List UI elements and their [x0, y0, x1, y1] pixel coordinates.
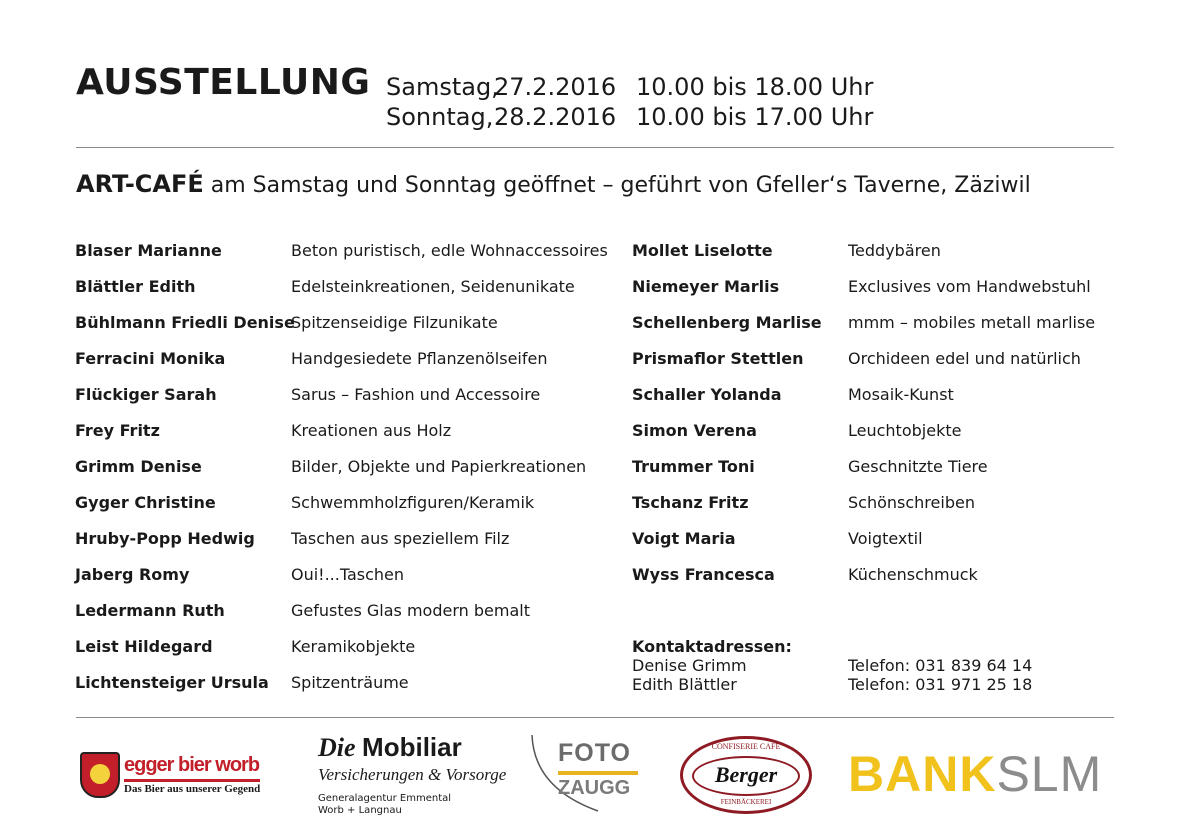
list-item: [75, 673, 608, 709]
contact-row: [632, 675, 1032, 694]
hours-label: 10.00 bis 17.00 Uhr: [636, 103, 874, 131]
date-label: 27.2.2016: [494, 73, 617, 101]
exhibitor-name: Simon Verena: [632, 421, 757, 440]
berger-name: Berger: [714, 762, 778, 787]
opening-hours: [386, 72, 873, 132]
exhibitor-desc: Küchenschmuck: [848, 565, 978, 584]
exhibitor-desc: Spitzenträume: [291, 673, 409, 692]
list-item: [632, 385, 1095, 421]
exhibitor-desc: Kreationen aus Holz: [291, 421, 452, 440]
list-item: [632, 565, 1095, 601]
exhibitor-name: Frey Fritz: [75, 421, 160, 440]
list-item: [75, 241, 608, 277]
list-item: [75, 277, 608, 313]
exhibitor-name: Ledermann Ruth: [75, 601, 225, 620]
mobiliar-agency: [318, 793, 518, 817]
list-item: [75, 529, 608, 565]
contact-name: Denise Grimm: [632, 656, 747, 675]
exhibitor-desc: Sarus – Fashion und Accessoire: [291, 385, 541, 404]
berger-logo: [680, 736, 812, 814]
exhibitor-desc: Voigtextil: [848, 529, 923, 548]
exhibitor-desc: Edelsteinkreationen, Seidenunikate: [291, 277, 575, 296]
exhibitor-desc: Gefustes Glas modern bemalt: [291, 601, 530, 620]
date-row-sunday: [386, 102, 873, 132]
exhibitor-name: Blaser Marianne: [75, 241, 222, 260]
cafe-text: am Samstag und Sonntag geöffnet – geführt von Gfeller‘s Taverne, Zäziwil: [203, 173, 1031, 198]
foto-zaugg-logo: [528, 733, 648, 813]
day-label: Samstag,: [386, 73, 499, 101]
bank-slm-logo: [848, 746, 1102, 802]
list-item: [632, 529, 1095, 565]
exhibitor-name: Bühlmann Friedli Denise: [75, 313, 295, 332]
exhibitor-desc: Leuchtobjekte: [848, 421, 962, 440]
cafe-title: ART-CAFÉ: [76, 170, 204, 198]
exhibitor-name: Blättler Edith: [75, 277, 196, 296]
mobiliar-agency-line2: Worb + Langnau: [318, 805, 402, 816]
egger-tagline: Das Bier aus unserer Gegend: [124, 779, 260, 795]
contact-phone: Telefon: 031 971 25 18: [848, 675, 1033, 694]
mobiliar-subtitle: Versicherungen & Vorsorge: [318, 765, 507, 784]
exhibitor-name: Voigt Maria: [632, 529, 736, 548]
day-label: Sonntag,: [386, 103, 494, 131]
bank-part1: BANK: [848, 746, 997, 802]
list-item: [632, 421, 1095, 457]
exhibitor-desc: Keramikobjekte: [291, 637, 416, 656]
date-row-saturday: [386, 72, 873, 102]
exhibitor-desc: Beton puristisch, edle Wohnaccessoires: [291, 241, 608, 260]
list-item: [632, 313, 1095, 349]
contact-row: [632, 656, 1032, 675]
divider-top: [76, 147, 1114, 148]
exhibitor-name: Wyss Francesca: [632, 565, 775, 584]
mobiliar-agency-line1: Generalagentur Emmental: [318, 793, 452, 804]
list-item: [75, 313, 608, 349]
contact-addresses: [632, 637, 1032, 694]
exhibitor-name: Tschanz Fritz: [632, 493, 749, 512]
list-item: [632, 241, 1095, 277]
exhibitor-name: Jaberg Romy: [75, 565, 190, 584]
exhibitor-name: Niemeyer Marlis: [632, 277, 780, 296]
exhibitor-desc: Handgesiedete Pflanzenölseifen: [291, 349, 548, 368]
date-label: 28.2.2016: [494, 103, 617, 131]
exhibitor-desc: Taschen aus speziellem Filz: [291, 529, 510, 548]
exhibitor-desc: Oui!...Taschen: [291, 565, 405, 584]
list-item: [75, 601, 608, 637]
mobiliar-brand: Mobiliar: [362, 732, 462, 762]
contact-phone: Telefon: 031 839 64 14: [848, 656, 1033, 675]
egger-bier-logo: [80, 748, 280, 802]
hours-label: 10.00 bis 18.00 Uhr: [636, 73, 874, 101]
exhibitor-desc: Mosaik-Kunst: [848, 385, 954, 404]
exhibitor-list-right: [632, 241, 1095, 601]
exhibitor-name: Gyger Christine: [75, 493, 216, 512]
exhibitor-desc: Spitzenseidige Filzunikate: [291, 313, 498, 332]
contact-heading: Kontaktadressen:: [632, 637, 792, 656]
list-item: [75, 457, 608, 493]
list-item: [75, 637, 608, 673]
exhibitor-desc: Exclusives vom Handwebstuhl: [848, 277, 1091, 296]
mobiliar-die: Die: [318, 733, 356, 762]
exhibitor-name: Trummer Toni: [632, 457, 755, 476]
exhibitor-name: Mollet Liselotte: [632, 241, 773, 260]
bank-part2: SLM: [996, 746, 1103, 802]
egger-brand: egger bier worb: [124, 754, 260, 776]
foto-line2: ZAUGG: [558, 771, 638, 800]
list-item: [632, 493, 1095, 529]
exhibitor-name: Ferracini Monika: [75, 349, 226, 368]
list-item: [75, 493, 608, 529]
exhibitor-name: Grimm Denise: [75, 457, 202, 476]
list-item: [75, 565, 608, 601]
exhibitor-list-left: [75, 241, 608, 709]
divider-bottom: [76, 717, 1114, 718]
exhibitor-desc: Geschnitzte Tiere: [848, 457, 988, 476]
exhibitor-name: Lichtensteiger Ursula: [75, 673, 269, 692]
exhibitor-name: Flückiger Sarah: [75, 385, 217, 404]
exhibitor-desc: Schönschreiben: [848, 493, 975, 512]
list-item: [75, 421, 608, 457]
berger-bottom-text: FEINBÄCKEREI: [720, 798, 772, 806]
berger-top-text: CONFISERIE CAFE: [711, 742, 781, 751]
page-title: AUSSTELLUNG: [76, 62, 371, 103]
list-item: [75, 385, 608, 421]
list-item: [632, 277, 1095, 313]
mobiliar-logo: [318, 732, 518, 816]
exhibitor-desc: Bilder, Objekte und Papierkreationen: [291, 457, 587, 476]
list-item: [75, 349, 608, 385]
list-item: [632, 457, 1095, 493]
foto-line1: FOTO: [558, 739, 631, 767]
mobiliar-name: [318, 733, 518, 762]
list-item: [632, 349, 1095, 385]
exhibitor-name: Leist Hildegard: [75, 637, 213, 656]
exhibitor-desc: Teddybären: [848, 241, 941, 260]
exhibitor-desc: Orchideen edel und natürlich: [848, 349, 1081, 368]
exhibitor-desc: mmm – mobiles metall marlise: [848, 313, 1096, 332]
cafe-notice: [76, 170, 1031, 198]
egger-crest-icon: [80, 752, 120, 798]
exhibitor-name: Hruby-Popp Hedwig: [75, 529, 255, 548]
exhibitor-name: Prismaflor Stettlen: [632, 349, 804, 368]
contact-name: Edith Blättler: [632, 675, 737, 694]
exhibitor-desc: Schwemmholzfiguren/Keramik: [291, 493, 535, 512]
exhibitor-name: Schaller Yolanda: [632, 385, 782, 404]
exhibitor-name: Schellenberg Marlise: [632, 313, 822, 332]
